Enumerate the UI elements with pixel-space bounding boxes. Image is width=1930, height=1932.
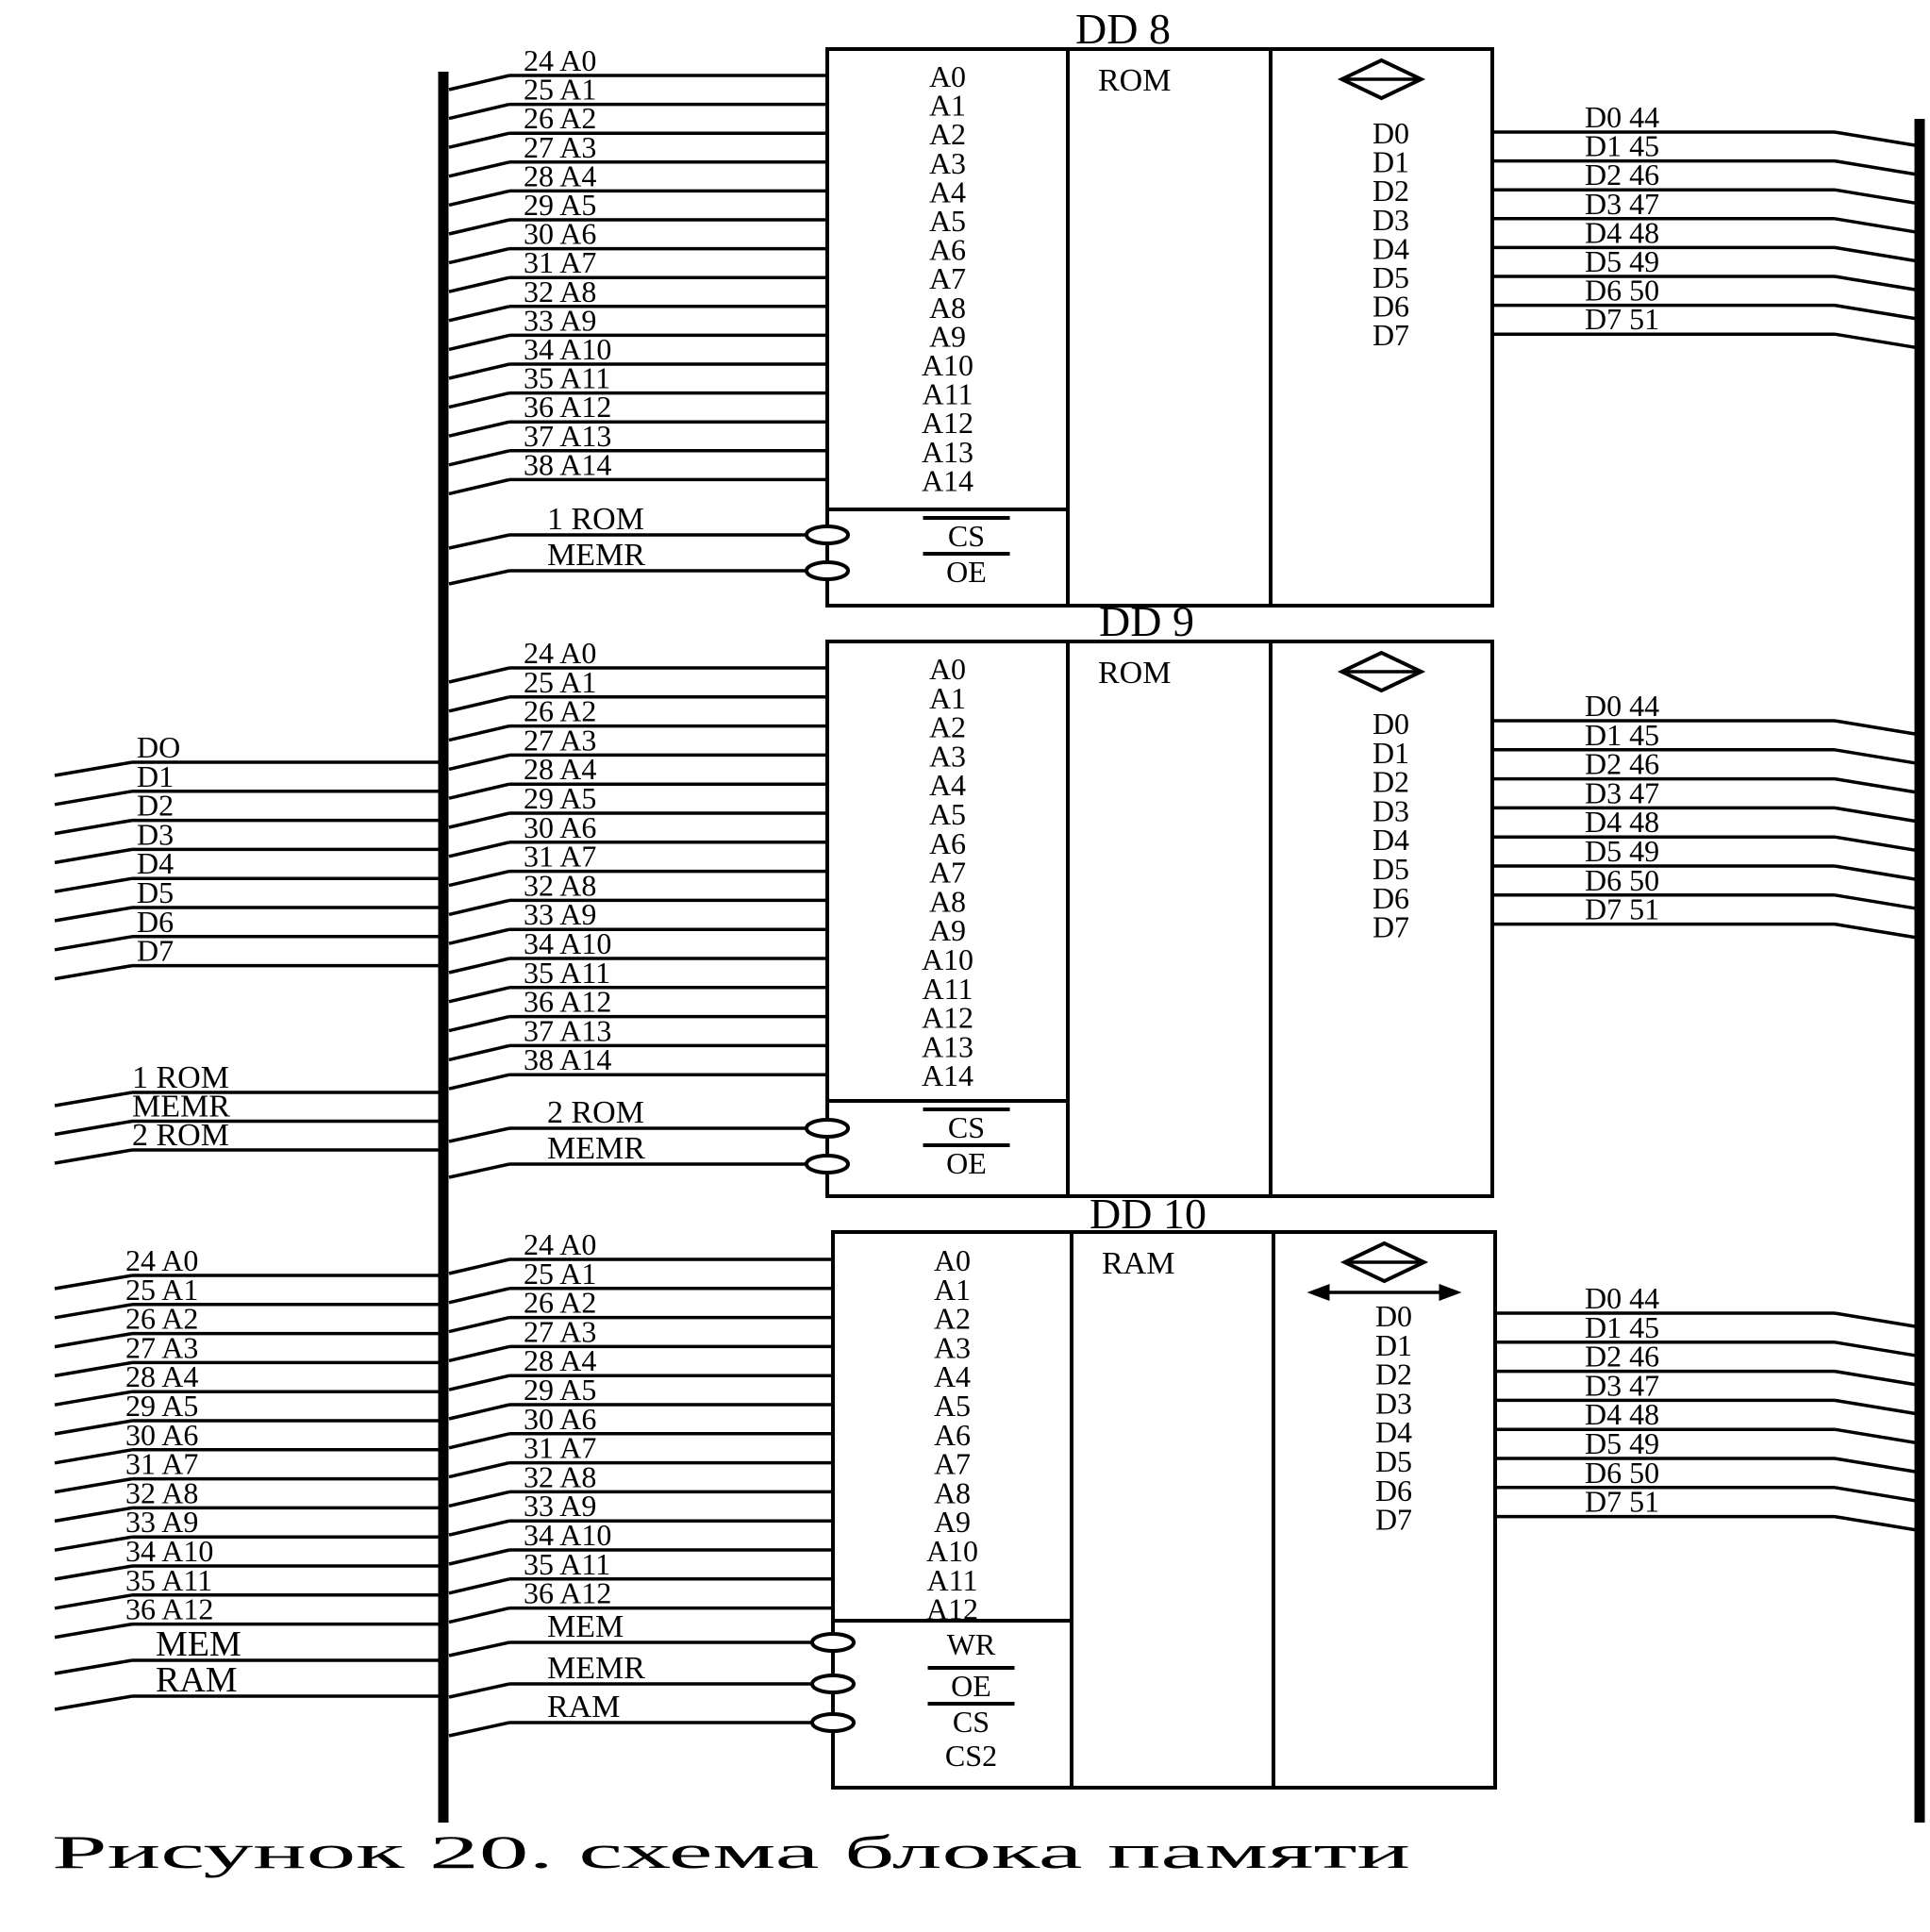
control-wire-label: MEM <box>547 1609 624 1644</box>
data-pin-label: D6 <box>1372 289 1410 324</box>
control-pin-label: WR <box>946 1627 996 1661</box>
address-pin-label: A12 <box>921 1000 974 1035</box>
chip-dd8 <box>449 5 1915 606</box>
address-wire <box>449 191 509 205</box>
left-input-wire <box>55 762 132 775</box>
data-wire <box>1835 1429 1915 1442</box>
data-wire-label: D0 44 <box>1585 100 1660 134</box>
address-wire <box>449 872 509 886</box>
address-wire-label: 32 A8 <box>524 1459 597 1494</box>
data-wire-label: D4 48 <box>1585 1397 1660 1432</box>
address-pin-label: A3 <box>928 739 967 774</box>
data-wire <box>1835 1458 1915 1472</box>
address-wire <box>449 1074 509 1089</box>
left-input-label: 32 A8 <box>125 1475 199 1510</box>
data-wire-label: D0 44 <box>1585 689 1660 723</box>
left-input-wire <box>55 1421 132 1434</box>
address-pin-label: A6 <box>928 232 967 267</box>
address-wire-label: 34 A10 <box>524 926 612 960</box>
data-wire-label: D2 46 <box>1585 746 1660 781</box>
address-wire-label: 37 A13 <box>524 1013 612 1048</box>
address-pin-label: A8 <box>933 1475 972 1510</box>
data-wire-label: D1 45 <box>1585 128 1660 163</box>
address-wire-label: 30 A6 <box>524 1401 597 1436</box>
address-wire-label: 33 A9 <box>524 897 597 932</box>
left-input-wire <box>55 1595 132 1608</box>
address-wire-label: 31 A7 <box>524 839 597 874</box>
data-pin-label: D7 <box>1374 1502 1413 1537</box>
left-input-label: D7 <box>137 933 175 968</box>
address-pin-label: A9 <box>933 1505 972 1540</box>
left-input-label: RAM <box>156 1660 238 1700</box>
inversion-bubble <box>807 526 848 543</box>
control-wire <box>449 1642 509 1656</box>
address-wire-label: 31 A7 <box>524 1430 597 1465</box>
data-pin-label: D0 <box>1372 116 1410 150</box>
address-pin-label: A1 <box>928 680 967 715</box>
left-input-label: 34 A10 <box>125 1534 214 1568</box>
data-wire <box>1835 276 1915 290</box>
left-input-label: D5 <box>137 875 175 909</box>
data-wire-label: D6 50 <box>1585 1455 1660 1490</box>
data-wire <box>1835 924 1915 938</box>
address-wire <box>449 1405 509 1419</box>
address-wire <box>449 958 509 973</box>
address-pin-label: A13 <box>921 434 974 469</box>
address-pin-label: A4 <box>933 1359 972 1394</box>
data-wire-label: D0 44 <box>1585 1281 1660 1315</box>
address-wire-label: 28 A4 <box>524 158 597 193</box>
left-input-wire <box>55 791 132 805</box>
address-pin-label: A1 <box>928 88 967 123</box>
address-wire <box>449 249 509 263</box>
address-pin-label: A13 <box>921 1029 974 1064</box>
address-pin-label: A1 <box>933 1272 972 1307</box>
chip-title: DD 8 <box>1075 5 1171 53</box>
left-input-wire <box>55 937 132 950</box>
left-input-label: 25 A1 <box>125 1272 199 1307</box>
address-wire-label: 28 A4 <box>524 752 597 787</box>
figure-caption: Рисунок 20. схема блока памяти <box>52 1825 1411 1878</box>
left-input-wire <box>55 1696 132 1709</box>
control-wire <box>449 535 509 548</box>
data-wire-label: D3 47 <box>1585 775 1660 810</box>
address-wire <box>449 451 509 465</box>
chip-dd10 <box>449 1190 1915 1788</box>
address-pin-label: A14 <box>921 1058 974 1093</box>
data-wire-label: D6 50 <box>1585 862 1660 897</box>
left-input-wire <box>55 1092 132 1106</box>
left-bus-inputs <box>55 730 439 1709</box>
left-input-label: D4 <box>137 846 175 881</box>
left-input-wire <box>55 878 132 891</box>
address-wire <box>449 364 509 378</box>
data-wire <box>1835 895 1915 908</box>
data-wire <box>1835 750 1915 763</box>
address-wire-label: 24 A0 <box>524 43 597 77</box>
address-wire-label: 26 A2 <box>524 101 597 136</box>
address-wire-label: 29 A5 <box>524 1373 597 1407</box>
data-pin-label: D1 <box>1372 735 1410 770</box>
data-pin-label: D6 <box>1372 880 1410 915</box>
address-pin-label: A2 <box>933 1301 972 1336</box>
control-wire-label: 2 ROM <box>547 1095 644 1130</box>
data-wire-label: D1 45 <box>1585 717 1660 752</box>
address-wire <box>449 1318 509 1332</box>
address-pin-label: A3 <box>928 145 967 180</box>
left-input-label: 28 A4 <box>125 1359 199 1394</box>
left-input-wire <box>55 1624 132 1638</box>
data-pin-label: D4 <box>1372 823 1410 858</box>
address-wire <box>449 220 509 234</box>
address-wire-label: 27 A3 <box>524 723 597 758</box>
left-input-wire <box>55 1334 132 1347</box>
control-wire <box>449 1723 509 1736</box>
address-wire <box>449 784 509 798</box>
address-wire-label: 38 A14 <box>524 1042 612 1077</box>
address-wire <box>449 1521 509 1535</box>
left-input-wire <box>55 1305 132 1318</box>
address-pin-label: A0 <box>928 59 967 93</box>
address-wire <box>449 75 509 90</box>
left-input-label: 1 ROM <box>132 1060 229 1095</box>
chip-type-label: ROM <box>1098 63 1172 98</box>
address-wire-label: 25 A1 <box>524 72 597 107</box>
address-pin-label: A11 <box>922 971 973 1006</box>
address-wire-label: 33 A9 <box>524 1489 597 1524</box>
address-pin-label: A4 <box>928 175 967 209</box>
address-wire <box>449 422 509 436</box>
address-wire <box>449 988 509 1002</box>
data-wire-label: D5 49 <box>1585 244 1660 278</box>
data-wire <box>1835 1488 1915 1501</box>
data-wire <box>1835 721 1915 734</box>
address-wire <box>449 277 509 291</box>
left-input-label: MEMR <box>132 1089 230 1124</box>
data-wire <box>1835 190 1915 203</box>
address-pin-label: A3 <box>933 1330 972 1365</box>
address-pin-label: A9 <box>928 913 967 948</box>
left-input-wire <box>55 1507 132 1521</box>
data-wire-label: D4 48 <box>1585 215 1660 250</box>
address-wire-label: 31 A7 <box>524 245 597 280</box>
address-pin-label: A5 <box>933 1389 972 1423</box>
control-pin-label: CS <box>947 519 986 553</box>
left-input-wire <box>55 1479 132 1492</box>
control-pin-label: OE <box>946 1146 987 1180</box>
data-wire <box>1835 132 1915 145</box>
data-wire-label: D7 51 <box>1585 302 1660 337</box>
address-pin-label: A8 <box>928 290 967 325</box>
inversion-bubble <box>807 562 848 579</box>
control-pin-label: CS <box>952 1705 990 1739</box>
left-input-label: 36 A12 <box>125 1591 214 1626</box>
data-wire-label: D4 48 <box>1585 805 1660 840</box>
address-wire-label: 29 A5 <box>524 188 597 222</box>
address-wire <box>449 162 509 176</box>
left-input-label: 24 A0 <box>125 1243 199 1277</box>
data-wire-label: D3 47 <box>1585 186 1660 221</box>
data-pin-label: D0 <box>1372 707 1410 741</box>
address-pin-label: A5 <box>928 797 967 831</box>
address-wire <box>449 929 509 943</box>
address-pin-label: A12 <box>921 406 974 441</box>
left-input-label: D1 <box>137 758 175 793</box>
address-pin-label: A14 <box>921 463 974 498</box>
data-wire-label: D6 50 <box>1585 273 1660 308</box>
data-wire <box>1835 808 1915 821</box>
address-wire <box>449 813 509 827</box>
left-input-label: 31 A7 <box>125 1446 199 1481</box>
chip-title: DD 10 <box>1090 1190 1206 1238</box>
left-input-wire <box>55 1537 132 1550</box>
inversion-bubble <box>807 1120 848 1137</box>
data-pin-label: D0 <box>1374 1299 1413 1333</box>
address-pin-label: A4 <box>928 768 967 803</box>
address-wire-label: 32 A8 <box>524 868 597 903</box>
left-input-wire <box>55 1391 132 1405</box>
left-input-label: 27 A3 <box>125 1330 199 1365</box>
control-pin-label: OE <box>951 1669 991 1703</box>
data-pin-label: D3 <box>1372 202 1410 237</box>
data-pin-label: D6 <box>1374 1473 1413 1507</box>
address-pin-label: A2 <box>928 117 967 152</box>
address-wire-label: 29 A5 <box>524 781 597 815</box>
data-wire <box>1835 1372 1915 1385</box>
data-pin-label: D3 <box>1374 1386 1413 1421</box>
left-input-label: MEM <box>156 1624 241 1664</box>
data-pin-label: D5 <box>1372 852 1410 886</box>
data-pin-label: D2 <box>1372 764 1410 799</box>
address-wire-label: 28 A4 <box>524 1343 597 1378</box>
data-pin-label: D7 <box>1372 909 1410 944</box>
address-wire-label: 37 A13 <box>524 418 612 453</box>
data-pin-label: D4 <box>1374 1415 1413 1450</box>
address-wire <box>449 1579 509 1593</box>
address-wire-label: 24 A0 <box>524 636 597 670</box>
address-wire <box>449 1434 509 1448</box>
data-wire-label: D3 47 <box>1585 1368 1660 1403</box>
control-wire-label: MEMR <box>547 1651 645 1686</box>
address-wire-label: 25 A1 <box>524 1256 597 1291</box>
chip-dd9 <box>449 597 1915 1196</box>
left-input-wire <box>55 908 132 921</box>
left-input-label: 30 A6 <box>125 1417 199 1452</box>
address-wire <box>449 755 509 769</box>
address-wire <box>449 307 509 321</box>
address-wire <box>449 1550 509 1564</box>
data-wire <box>1835 779 1915 792</box>
address-wire <box>449 105 509 119</box>
address-pin-label: A12 <box>925 1591 979 1626</box>
address-wire-label: 27 A3 <box>524 129 597 164</box>
data-wire-label: D7 51 <box>1585 1484 1660 1519</box>
address-wire-label: 34 A10 <box>524 332 612 366</box>
data-wire <box>1835 334 1915 347</box>
address-wire <box>449 335 509 349</box>
control-wire <box>449 1128 509 1141</box>
data-pin-label: D2 <box>1374 1357 1413 1391</box>
address-wire <box>449 479 509 493</box>
inversion-bubble <box>812 1634 854 1651</box>
address-wire-label: 26 A2 <box>524 1285 597 1320</box>
address-wire-label: 38 A14 <box>524 447 612 482</box>
data-wire <box>1835 837 1915 850</box>
control-wire-label: RAM <box>547 1690 621 1724</box>
address-wire-label: 35 A11 <box>524 360 611 395</box>
address-pin-label: A6 <box>928 825 967 860</box>
address-wire-label: 30 A6 <box>524 216 597 251</box>
data-pin-label: D7 <box>1372 318 1410 353</box>
inversion-bubble <box>807 1156 848 1173</box>
address-pin-label: A2 <box>928 709 967 744</box>
address-wire <box>449 1608 509 1623</box>
data-wire-label: D2 46 <box>1585 158 1660 192</box>
address-pin-label: A10 <box>921 348 974 382</box>
address-wire <box>449 697 509 711</box>
address-wire-label: 27 A3 <box>524 1314 597 1349</box>
data-wire-label: D5 49 <box>1585 834 1660 868</box>
data-wire-label: D7 51 <box>1585 891 1660 926</box>
address-wire-label: 34 A10 <box>524 1518 612 1552</box>
data-pin-label: D3 <box>1372 793 1410 828</box>
control-wire-label: 1 ROM <box>547 502 644 537</box>
left-input-label: 29 A5 <box>125 1389 199 1423</box>
control-wire <box>449 1684 509 1697</box>
left-input-wire <box>55 1566 132 1579</box>
data-wire <box>1835 219 1915 232</box>
left-input-wire <box>55 1150 132 1163</box>
control-wire <box>449 1164 509 1177</box>
data-wire <box>1835 1313 1915 1326</box>
address-wire-label: 35 A11 <box>524 955 611 990</box>
left-input-label: 35 A11 <box>125 1562 213 1597</box>
address-pin-label: A8 <box>928 884 967 919</box>
data-pin-label: D5 <box>1374 1444 1413 1478</box>
left-input-label: D2 <box>137 788 175 823</box>
address-pin-label: A7 <box>928 855 967 890</box>
address-wire <box>449 133 509 147</box>
address-wire <box>449 842 509 857</box>
chip-type-label: RAM <box>1102 1246 1175 1281</box>
address-wire <box>449 1259 509 1274</box>
inversion-bubble <box>812 1675 854 1692</box>
inversion-bubble <box>812 1714 854 1731</box>
left-input-wire <box>55 1122 132 1135</box>
left-input-label: DO <box>137 730 181 764</box>
arrow-left-icon <box>1307 1284 1330 1301</box>
data-pin-label: D2 <box>1372 174 1410 208</box>
data-wire <box>1835 306 1915 319</box>
address-wire <box>449 393 509 408</box>
address-wire-label: 35 A11 <box>524 1546 611 1581</box>
control-wire <box>449 571 509 584</box>
address-wire-label: 32 A8 <box>524 274 597 308</box>
address-wire <box>449 1289 509 1303</box>
arrow-right-icon <box>1439 1284 1462 1301</box>
address-wire-label: 36 A12 <box>524 984 612 1019</box>
left-input-wire <box>55 1660 132 1674</box>
data-wire <box>1835 1517 1915 1530</box>
chip-type-label: ROM <box>1098 656 1172 691</box>
address-pin-label: A11 <box>926 1562 978 1597</box>
address-pin-label: A0 <box>928 652 967 686</box>
address-pin-label: A9 <box>928 319 967 354</box>
address-pin-label: A7 <box>933 1446 972 1481</box>
address-pin-label: A10 <box>925 1534 979 1568</box>
data-wire-label: D2 46 <box>1585 1339 1660 1374</box>
control-wire-label: MEMR <box>547 1131 645 1166</box>
address-wire-label: 25 A1 <box>524 664 597 699</box>
data-wire <box>1835 161 1915 175</box>
data-wire-label: D5 49 <box>1585 1426 1660 1460</box>
address-pin-label: A10 <box>921 942 974 976</box>
address-pin-label: A0 <box>933 1243 972 1277</box>
address-wire <box>449 1045 509 1059</box>
address-wire-label: 36 A12 <box>524 390 612 425</box>
left-input-wire <box>55 1450 132 1463</box>
address-wire <box>449 726 509 741</box>
address-wire-label: 30 A6 <box>524 809 597 844</box>
address-wire-label: 36 A12 <box>524 1575 612 1610</box>
left-input-wire <box>55 1362 132 1375</box>
left-input-wire <box>55 821 132 834</box>
address-wire <box>449 1491 509 1506</box>
data-wire <box>1835 1400 1915 1413</box>
left-input-wire <box>55 849 132 862</box>
address-wire <box>449 668 509 682</box>
data-pin-label: D4 <box>1372 231 1410 266</box>
left-input-wire <box>55 1275 132 1289</box>
left-input-label: 33 A9 <box>125 1505 199 1540</box>
address-wire <box>449 1017 509 1031</box>
chip-title: DD 9 <box>1099 597 1194 645</box>
data-pin-label: D1 <box>1372 144 1410 179</box>
left-input-label: 26 A2 <box>125 1301 199 1336</box>
data-wire <box>1835 247 1915 260</box>
left-input-label: D6 <box>137 904 175 939</box>
left-input-label: 2 ROM <box>132 1118 229 1153</box>
address-wire <box>449 1346 509 1360</box>
address-pin-label: A11 <box>922 376 973 411</box>
data-pin-label: D1 <box>1374 1327 1413 1362</box>
address-pin-label: A7 <box>928 261 967 296</box>
left-input-label: D3 <box>137 817 175 852</box>
control-pin-label: CS <box>947 1110 986 1144</box>
address-wire <box>449 1375 509 1390</box>
address-pin-label: A6 <box>933 1417 972 1452</box>
address-pin-label: A5 <box>928 204 967 238</box>
data-wire <box>1835 866 1915 879</box>
address-wire-label: 33 A9 <box>524 303 597 338</box>
address-wire <box>449 900 509 914</box>
address-wire-label: 26 A2 <box>524 693 597 728</box>
data-wire-label: D1 45 <box>1585 1309 1660 1344</box>
address-wire-label: 24 A0 <box>524 1227 597 1261</box>
address-wire <box>449 1463 509 1477</box>
data-wire <box>1835 1342 1915 1356</box>
control-pin-label: CS2 <box>944 1739 998 1773</box>
control-pin-label: OE <box>946 555 987 589</box>
data-pin-label: D5 <box>1372 260 1410 294</box>
control-wire-label: MEMR <box>547 538 645 573</box>
left-input-wire <box>55 966 132 979</box>
